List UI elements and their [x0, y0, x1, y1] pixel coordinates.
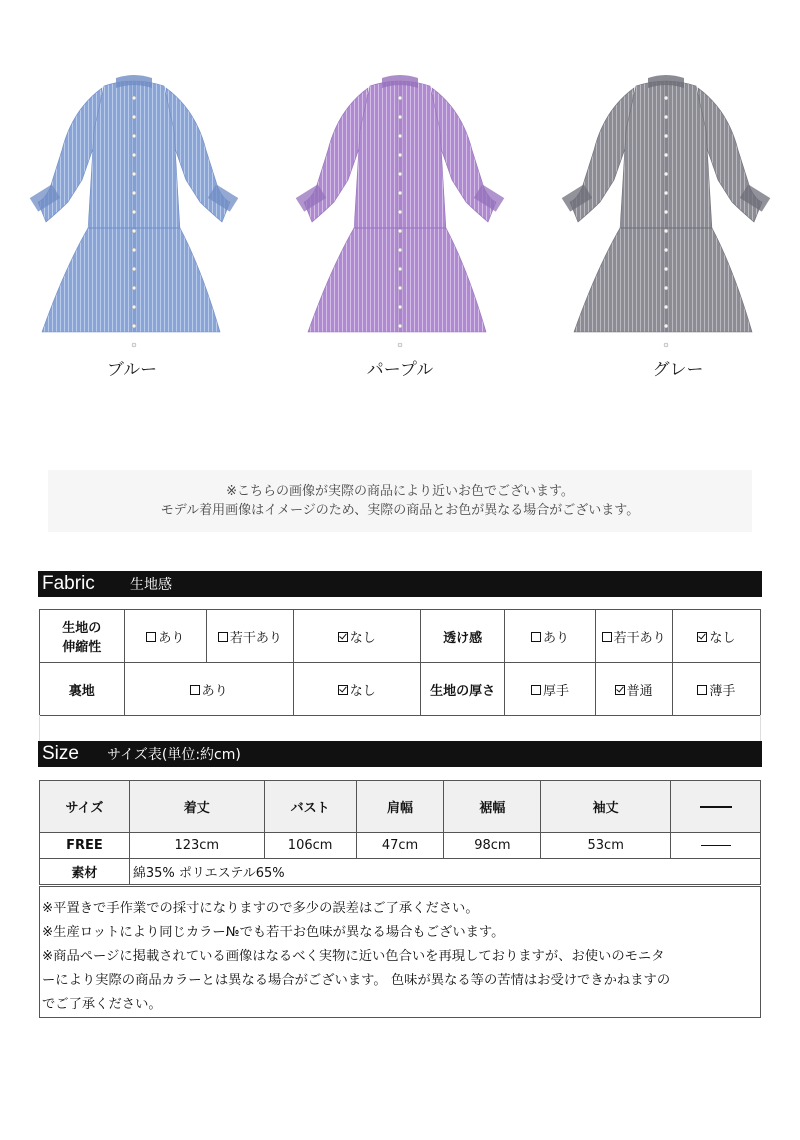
note-line-4: ーにより実際の商品カラーとは異なる場合がございます。 色味が異なる等の苦情はお受けできかねますの	[42, 973, 671, 988]
checkbox-icon	[190, 685, 200, 695]
note-line-3: ※商品ページに掲載されている画像はなるべく実物に近い色合いを再現しておりますが、お使いのモニタ	[42, 949, 665, 964]
color-label-gray: グレー	[652, 360, 704, 380]
color-notice	[48, 470, 752, 532]
size-table	[39, 780, 761, 885]
lining-label: 裏地	[40, 663, 125, 716]
spacer	[39, 715, 761, 741]
lining-option-1: あり	[124, 663, 293, 716]
thickness-option-2: 普通	[595, 663, 672, 716]
lining-option-2: なし	[293, 663, 420, 716]
fabric-subtitle: 生地感	[130, 577, 172, 593]
size-header-size: サイズ	[40, 781, 130, 833]
dress-illustration	[24, 70, 244, 390]
checkbox-icon	[602, 632, 612, 642]
thickness-option-3: 薄手	[672, 663, 760, 716]
size-cell-hem: 98cm	[444, 833, 541, 859]
checkbox-icon	[146, 632, 156, 642]
stretch-label: 生地の 伸縮性	[40, 610, 125, 663]
sheer-label: 透け感	[420, 610, 505, 663]
checked-checkbox-icon	[338, 685, 348, 695]
thickness-option-1: 厚手	[505, 663, 595, 716]
checkbox-icon	[697, 685, 707, 695]
product-image-purple	[290, 70, 510, 390]
notice-line-2: モデル着用画像はイメージのため、実際の商品とお色が異なる場合がございます。	[160, 503, 640, 518]
size-cell-shoulder: 47cm	[356, 833, 444, 859]
thickness-label: 生地の厚さ	[420, 663, 505, 716]
dress-illustration	[556, 70, 776, 390]
size-cell-size: FREE	[40, 833, 130, 859]
dress-illustration	[290, 70, 510, 390]
stretch-option-1: あり	[124, 610, 207, 663]
stretch-option-3: なし	[293, 610, 420, 663]
dash-mark	[701, 845, 731, 846]
color-label-purple: パープル	[366, 360, 434, 380]
size-cell-sleeve: 53cm	[541, 833, 671, 859]
notes-box	[39, 886, 761, 1018]
material-value: 綿35% ポリエステル65%	[129, 859, 760, 885]
stretch-option-2: 若干あり	[207, 610, 293, 663]
size-cell-bust: 106cm	[264, 833, 356, 859]
material-label: 素材	[40, 859, 130, 885]
checked-checkbox-icon	[615, 685, 625, 695]
sheer-option-2: 若干あり	[595, 610, 672, 663]
size-header-hem: 裾幅	[444, 781, 541, 833]
dash-mark	[700, 806, 732, 808]
notice-line-1: ※こちらの画像が実際の商品により近いお色でございます。	[226, 484, 574, 499]
size-cell-empty	[671, 833, 761, 859]
size-header-sleeve: 袖丈	[541, 781, 671, 833]
size-header-empty	[671, 781, 761, 833]
note-line-1: ※平置きで手作業での採寸になりますので多少の誤差はご了承ください。	[42, 901, 479, 916]
sheer-option-1: あり	[505, 610, 595, 663]
size-cell-length: 123cm	[129, 833, 264, 859]
fabric-header-bar	[38, 571, 762, 597]
size-header-bar	[38, 741, 762, 767]
fabric-title: Fabric	[42, 573, 95, 594]
size-subtitle: サイズ表(単位:約cm)	[107, 747, 241, 763]
note-line-5: でご了承ください。	[42, 997, 162, 1012]
checkbox-icon	[531, 685, 541, 695]
size-title: Size	[42, 743, 79, 764]
product-image-blue	[24, 70, 244, 390]
color-label-blue: ブルー	[106, 360, 158, 380]
note-line-2: ※生産ロットにより同じカラー№でも若干お色味が異なる場合もございます。	[42, 925, 505, 940]
checked-checkbox-icon	[338, 632, 348, 642]
checkbox-icon	[218, 632, 228, 642]
checked-checkbox-icon	[697, 632, 707, 642]
fabric-table	[39, 609, 761, 716]
size-header-shoulder: 肩幅	[356, 781, 444, 833]
checkbox-icon	[531, 632, 541, 642]
product-image-gray	[556, 70, 776, 390]
sheer-option-3: なし	[672, 610, 760, 663]
size-header-length: 着丈	[129, 781, 264, 833]
size-header-bust: バスト	[264, 781, 356, 833]
